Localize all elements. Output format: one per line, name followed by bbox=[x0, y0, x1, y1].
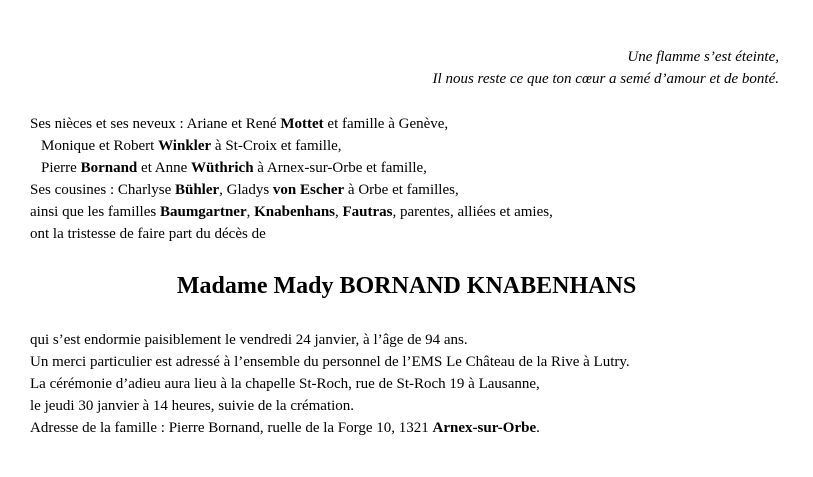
text-fragment: , parentes, alliées et amies, bbox=[392, 204, 553, 220]
family-announcement bbox=[30, 113, 553, 245]
text-fragment: et famille à Genève, bbox=[323, 116, 449, 132]
text-fragment: et Anne bbox=[137, 160, 192, 176]
details-line-1: qui s’est endormie paisiblement le vendredi 24 janvier, à l’âge de 94 ans. bbox=[30, 332, 468, 348]
family-surname: Mottet bbox=[280, 116, 324, 132]
text-fragment: Pierre bbox=[41, 160, 81, 176]
text-fragment: Ses cousines : Charlyse bbox=[30, 182, 175, 198]
family-line-6: ont la tristesse de faire part du décès de bbox=[30, 226, 266, 242]
text-fragment: Adresse de la famille : Pierre Bornand, ruelle de la Forge 10, 1321 bbox=[30, 420, 433, 436]
family-line-5 bbox=[30, 201, 553, 223]
family-surname: Wüthrich bbox=[191, 160, 254, 176]
epigraph bbox=[433, 46, 779, 90]
family-surname: von Escher bbox=[272, 182, 345, 198]
text-fragment: à Arnex-sur-Orbe et famille, bbox=[253, 160, 427, 176]
details-line-3: La cérémonie d’adieu aura lieu à la chapelle St-Roch, rue de St-Roch 19 à Lausanne, bbox=[30, 376, 540, 392]
family-line-4 bbox=[30, 179, 553, 201]
text-fragment: à St-Croix et famille, bbox=[211, 138, 342, 154]
family-line-2 bbox=[30, 135, 553, 157]
text-fragment: Monique et Robert bbox=[41, 138, 159, 154]
family-surname: Baumgartner bbox=[159, 204, 247, 220]
text-fragment: , bbox=[246, 204, 255, 220]
notice-details bbox=[30, 329, 630, 439]
epigraph-line-2: Il nous reste ce que ton cœur a semé d’amour et de bonté. bbox=[432, 71, 779, 87]
family-surname: Bühler bbox=[174, 182, 220, 198]
family-surname: Fautras bbox=[342, 204, 393, 220]
family-line-1 bbox=[30, 113, 553, 135]
family-surname: Winkler bbox=[158, 138, 212, 154]
text-fragment: , bbox=[335, 204, 343, 220]
deceased-name: Madame Mady BORNAND KNABENHANS bbox=[176, 273, 637, 299]
epigraph-line-1: Une flamme s’est éteinte, bbox=[627, 49, 779, 65]
family-surname: Bornand bbox=[80, 160, 138, 176]
text-fragment: ainsi que les familles bbox=[30, 204, 160, 220]
text-fragment: à Orbe et familles, bbox=[344, 182, 459, 198]
details-line-4: le jeudi 30 janvier à 14 heures, suivie de la crémation. bbox=[30, 398, 355, 414]
text-fragment: Ses nièces et ses neveux : Ariane et René bbox=[30, 116, 281, 132]
family-line-3 bbox=[30, 157, 553, 179]
text-fragment: . bbox=[536, 420, 540, 436]
family-address bbox=[30, 417, 630, 439]
family-surname: Knabenhans bbox=[254, 204, 335, 220]
text-fragment: , Gladys bbox=[219, 182, 273, 198]
details-line-2: Un merci particulier est adressé à l’ensemble du personnel de l’EMS Le Château de la Rive à Lutry. bbox=[30, 354, 630, 370]
address-locality: Arnex-sur-Orbe bbox=[432, 420, 537, 436]
